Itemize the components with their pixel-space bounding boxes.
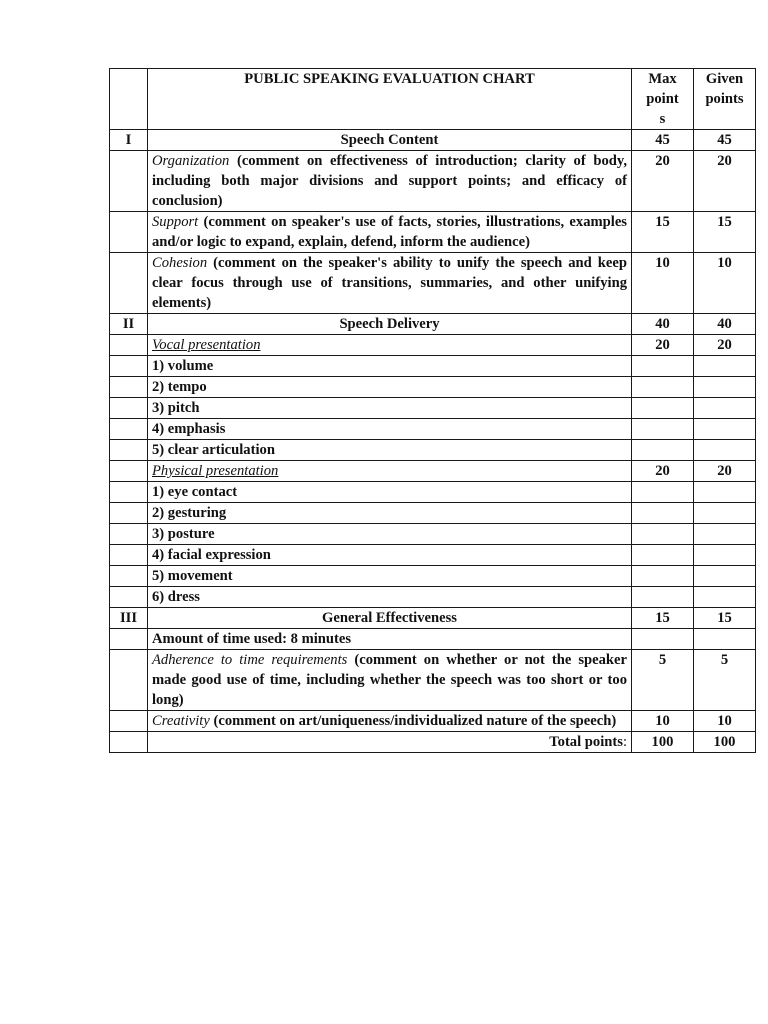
criterion-text: (comment on art/uniqueness/individualized nature of the speech) [209,713,617,729]
item-label: 5) clear articulation [148,440,632,461]
given-points: 15 [694,212,756,253]
given-points: 20 [694,461,756,482]
criterion-description [148,212,632,253]
total-given-points: 100 [694,732,756,753]
section-number: II [110,314,148,335]
item-row [110,356,756,377]
given-points: 5 [694,650,756,711]
subsection-label: Physical presentation [152,463,279,479]
section-title: Speech Content [148,130,632,151]
item-row [110,545,756,566]
criterion-text: (comment on the speaker's ability to unify the speech and keep clear focus through use of transitions, summaries, and other unifying elements) [152,255,627,311]
subsection-row [110,461,756,482]
chart-title: PUBLIC SPEAKING EVALUATION CHART [148,69,632,130]
criterion-text: (comment on effectiveness of introduction; clarity of body, including both major divisions and support points; and efficacy of conclusion) [152,153,627,209]
given-points: 20 [694,151,756,212]
item-label: 3) pitch [148,398,632,419]
section-row [110,130,756,151]
item-label: 4) facial expression [148,545,632,566]
criterion-text: (comment on speaker's use of facts, stories, illustrations, examples and/or logic to expand, explain, defend, inform the audience) [152,214,627,250]
max-points: 10 [632,253,694,314]
item-label: 5) movement [148,566,632,587]
subsection-label-cell [148,461,632,482]
item-row [110,524,756,545]
header-row [110,69,756,130]
criterion-term: Adherence to time requirements [152,652,348,668]
max-points: 15 [632,212,694,253]
item-row [110,377,756,398]
max-points: 20 [632,151,694,212]
time-used-row [110,629,756,650]
item-row [110,419,756,440]
item-row [110,398,756,419]
item-label: 4) emphasis [148,419,632,440]
section-number: III [110,608,148,629]
section-row [110,608,756,629]
item-label: 1) volume [148,356,632,377]
item-row [110,440,756,461]
criterion-row [110,151,756,212]
max-points: 5 [632,650,694,711]
max-points: 15 [632,608,694,629]
criterion-term: Creativity [152,713,210,729]
max-points: 20 [632,335,694,356]
given-points: 10 [694,253,756,314]
max-points: 45 [632,130,694,151]
item-row [110,503,756,524]
given-points: 45 [694,130,756,151]
subsection-row [110,335,756,356]
item-row [110,566,756,587]
item-label: 2) tempo [148,377,632,398]
criterion-description [148,253,632,314]
section-row [110,314,756,335]
criterion-row [110,650,756,711]
total-label: Total points [549,734,623,750]
header-empty-cell [110,69,148,130]
total-row [110,732,756,753]
given-points: 20 [694,335,756,356]
section-number: I [110,130,148,151]
total-max-points: 100 [632,732,694,753]
section-title: Speech Delivery [148,314,632,335]
given-points: 10 [694,711,756,732]
item-label: 2) gesturing [148,503,632,524]
item-row [110,587,756,608]
given-points: 15 [694,608,756,629]
criterion-term: Cohesion [152,255,208,271]
max-points: 40 [632,314,694,335]
item-label: 1) eye contact [148,482,632,503]
total-label-cell [148,732,632,753]
subsection-label-cell [148,335,632,356]
given-points-header: Given points [694,69,756,130]
total-colon: : [622,734,627,750]
criterion-text: (comment on whether or not the speaker made good use of time, including whether the speech was too short or too long) [152,652,627,708]
criterion-description [148,151,632,212]
criterion-row [110,253,756,314]
item-label: 6) dress [148,587,632,608]
criterion-description [148,650,632,711]
max-points: 20 [632,461,694,482]
criterion-row [110,212,756,253]
time-used-text: Amount of time used: 8 minutes [148,629,632,650]
criterion-term: Organization [152,153,230,169]
evaluation-chart-table [109,68,756,753]
criterion-row [110,711,756,732]
subsection-label: Vocal presentation [152,337,261,353]
criterion-description [148,711,632,732]
item-row [110,482,756,503]
section-title: General Effectiveness [148,608,632,629]
criterion-term: Support [152,214,199,230]
item-label: 3) posture [148,524,632,545]
max-points: 10 [632,711,694,732]
given-points: 40 [694,314,756,335]
max-points-header: Max point s [632,69,694,130]
